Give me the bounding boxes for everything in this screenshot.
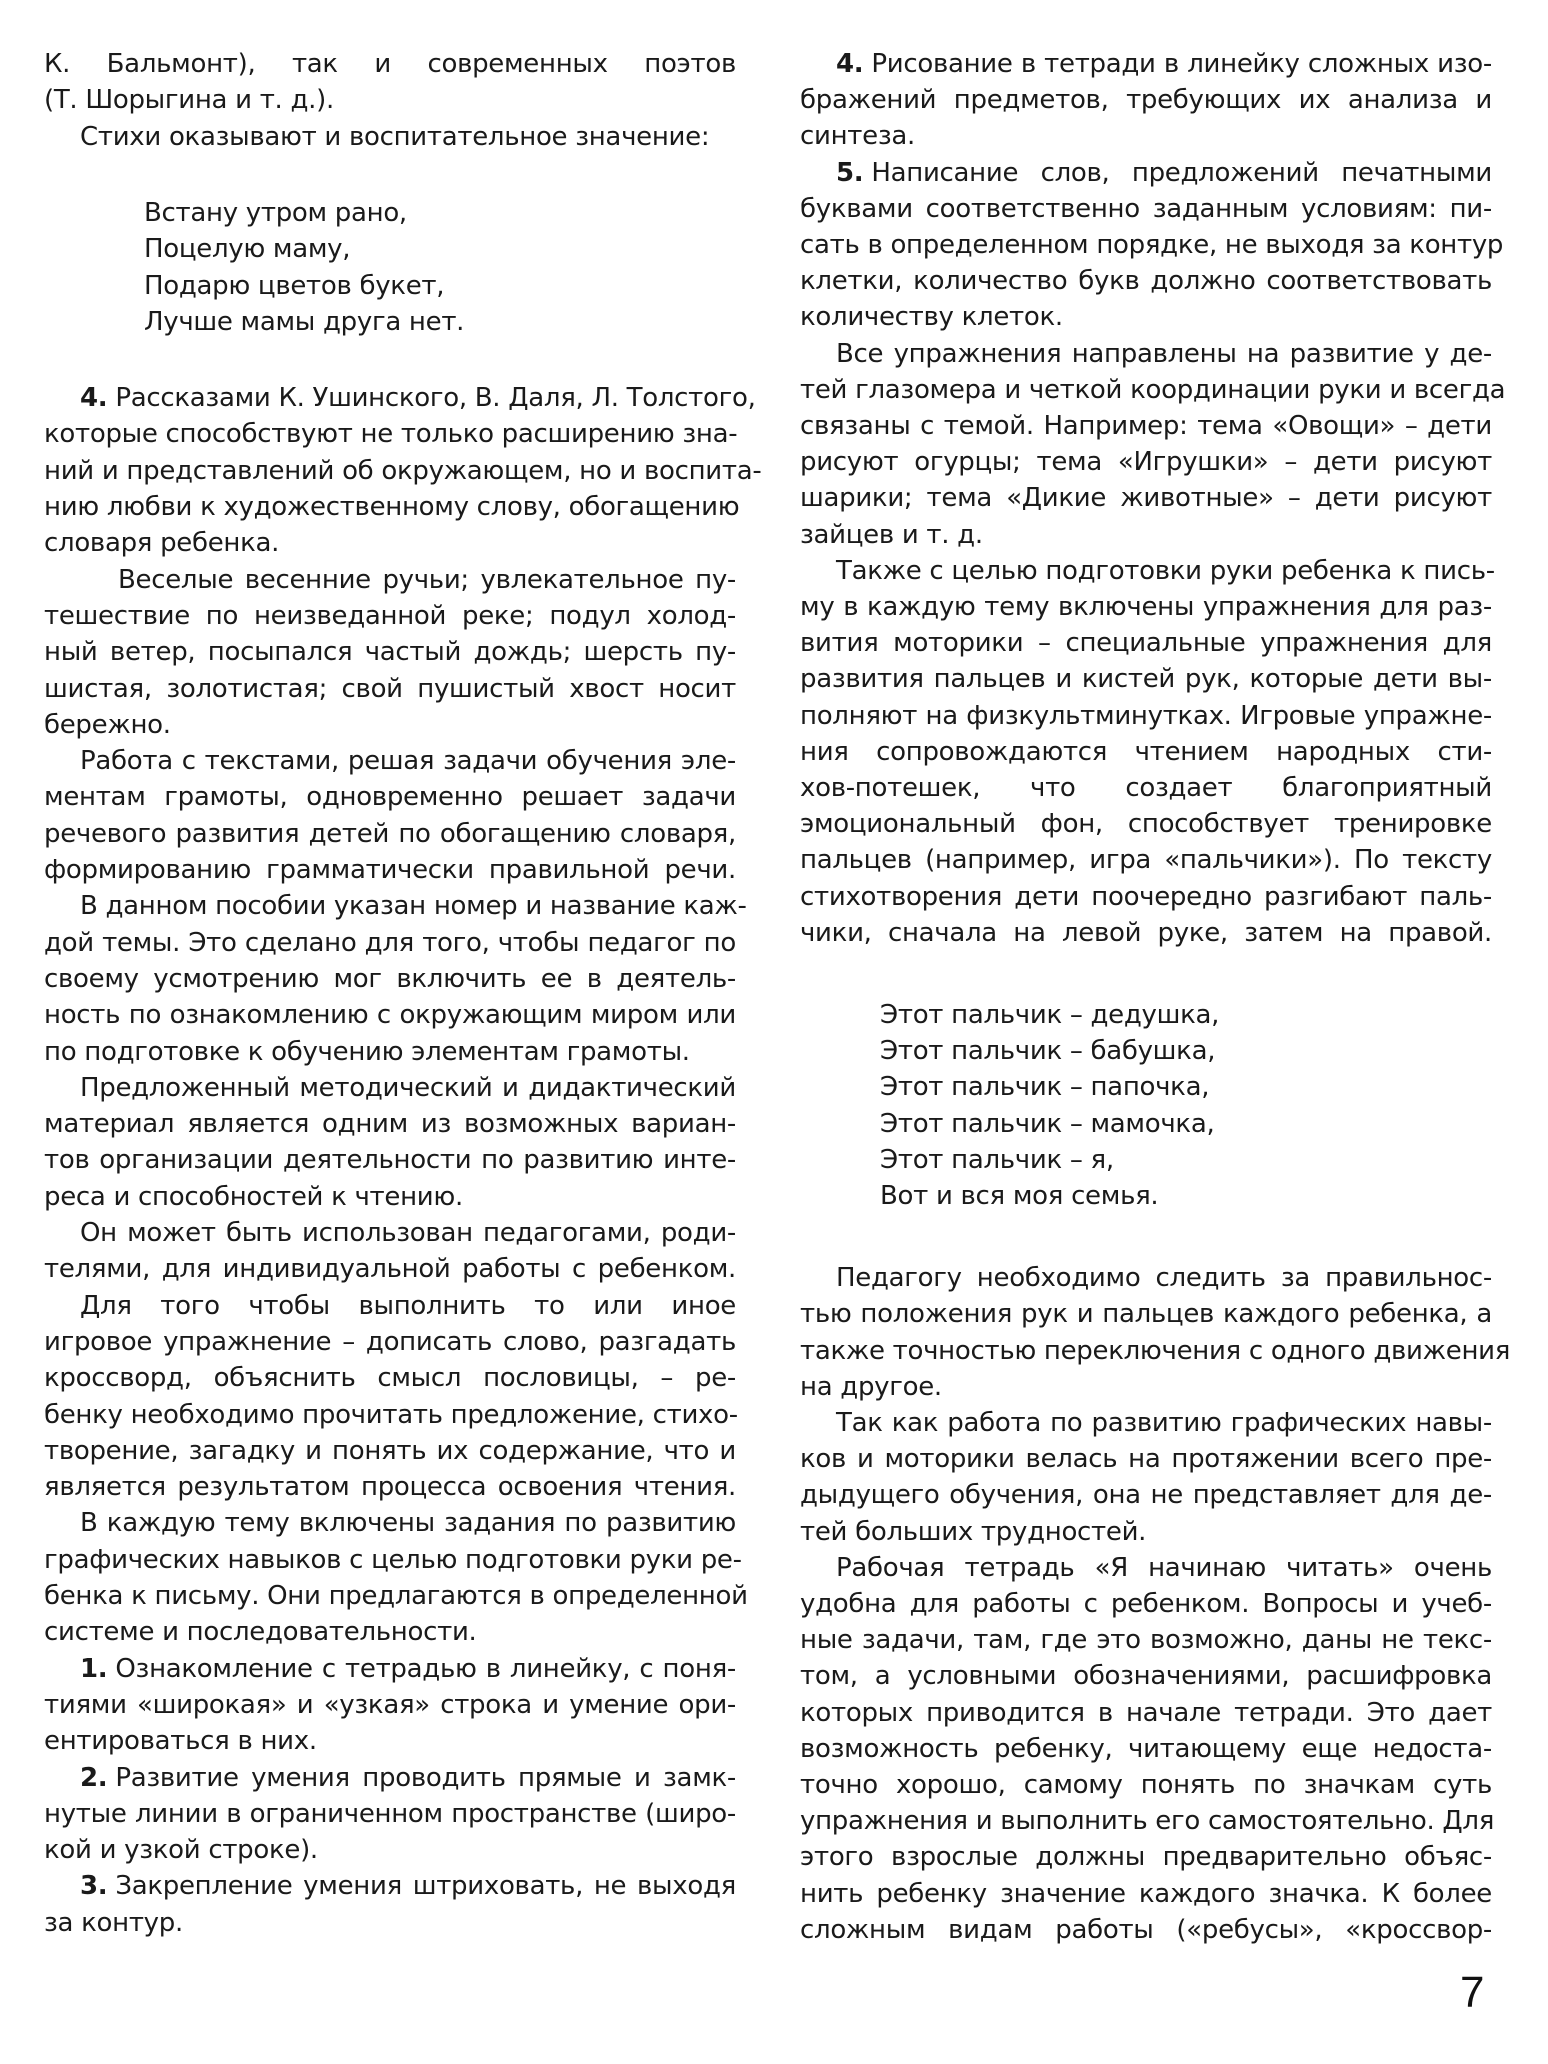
- line-text: материал является одним из возможных вариан-: [44, 1109, 736, 1140]
- text-line: [44, 525, 736, 561]
- text-line: [44, 707, 736, 743]
- text-line: [44, 961, 736, 997]
- text-line: [800, 336, 1492, 372]
- text-line: [44, 1796, 736, 1832]
- line-text: словаря ребенка.: [44, 528, 280, 559]
- line-text: тиями «широкая» и «узкая» строка и умение ори-: [44, 1689, 736, 1720]
- line-text: вития моторики – специальные упражнения для: [800, 628, 1492, 659]
- text-line: [44, 1360, 736, 1396]
- line-text: системе и последовательности.: [44, 1617, 477, 1648]
- line-text: Рисование в тетради в линейку сложных изо-: [871, 49, 1492, 79]
- line-text: рисуют огурцы; тема «Игрушки» – дети рисуют: [800, 447, 1492, 478]
- line-text: Для того чтобы выполнить то или иное: [80, 1290, 736, 1321]
- text-line: [800, 879, 1492, 915]
- text-line: [44, 1505, 736, 1541]
- list-number: 4.: [80, 383, 108, 414]
- text-line: [800, 1477, 1492, 1513]
- text-line: [800, 1514, 1492, 1550]
- line-text: является результатом процесса освоения чтения.: [44, 1472, 736, 1503]
- line-text: Этот пальчик – дедушка,: [880, 1000, 1220, 1030]
- text-line: [800, 625, 1492, 661]
- text-line: [44, 1542, 742, 1578]
- text-line: [800, 1550, 1492, 1586]
- text-line: [800, 1731, 1492, 1767]
- line-text: упражнения и выполнить его самостоятельно. Для: [800, 1806, 1495, 1837]
- text-line: [44, 779, 736, 815]
- line-text: тей глазомера и четкой координации руки и всегда: [800, 374, 1506, 405]
- line-text: кой и узкой строке).: [44, 1835, 318, 1866]
- text-line: [44, 1832, 736, 1868]
- text-line: [44, 1215, 736, 1251]
- line-text: Закрепление умения штриховать, не выходя: [115, 1871, 736, 1902]
- line-text: нить ребенку значение каждого значка. К более: [800, 1878, 1492, 1909]
- text-line: [800, 1876, 1492, 1912]
- text-line: [44, 1868, 736, 1904]
- text-line: [44, 453, 762, 489]
- list-number: 1.: [80, 1653, 108, 1684]
- line-text: дой темы. Это сделано для того, чтобы педагог по: [44, 927, 736, 958]
- text-line: [800, 263, 1492, 299]
- line-text: которых приводится в начале тетради. Это дает: [800, 1697, 1492, 1728]
- line-text: Лучше мамы друга нет.: [144, 306, 465, 337]
- line-text: бенка к письму. Они предлагаются в определенной: [44, 1581, 748, 1611]
- text-line: [800, 1441, 1492, 1477]
- line-text: которые способствуют не только расширению зна-: [44, 419, 738, 450]
- line-text: Встану утром рано,: [144, 197, 407, 228]
- line-text: зайцев и т. д.: [800, 519, 983, 550]
- line-text: му в каждую тему включены упражнения для раз-: [800, 592, 1492, 622]
- line-text: Этот пальчик – бабушка,: [880, 1036, 1216, 1067]
- line-text: В каждую тему включены задания по развитию: [80, 1508, 736, 1539]
- line-text: Поцелую маму,: [144, 234, 351, 265]
- text-line: [800, 589, 1492, 625]
- line-text: тью положения рук и пальцев каждого ребенка, а: [800, 1299, 1492, 1330]
- line-text: ния сопровождаются чтением народных сти-: [800, 736, 1492, 767]
- text-line: [44, 119, 736, 155]
- line-text: сать в определенном порядке, не выходя за контур: [800, 230, 1504, 260]
- line-text: бенку необходимо прочитать предложение, стихо-: [44, 1399, 738, 1430]
- text-line: [800, 1658, 1492, 1694]
- page-number: 7: [1460, 1968, 1485, 2017]
- text-line: [44, 852, 736, 888]
- line-text: (Т. Шорыгина и т. д.).: [44, 85, 334, 116]
- line-text: также точностью переключения с одного движения: [800, 1335, 1511, 1366]
- line-text: ментам грамоты, одновременно решает задачи: [44, 782, 736, 813]
- list-number: 3.: [80, 1871, 108, 1902]
- line-text: развития пальцев и кистей рук, которые дети вы-: [800, 664, 1492, 695]
- text-line: [44, 925, 736, 961]
- line-text: Педагогу необходимо следить за правильнос-: [836, 1263, 1492, 1294]
- line-text: бережно.: [44, 709, 171, 740]
- line-text: кроссворд, объяснить смысл пословицы, – ре-: [44, 1363, 736, 1394]
- line-text: телями, для индивидуальной работы с ребенком.: [44, 1254, 736, 1285]
- text-line: [800, 770, 1492, 806]
- line-text: шистая, золотистая; свой пушистый хвост носит: [44, 673, 736, 704]
- line-text: Ознакомление с тетрадью в линейку, с поня-: [115, 1653, 736, 1684]
- poem-line: [800, 1178, 1492, 1214]
- poem-line: [800, 997, 1492, 1033]
- text-line: [44, 997, 736, 1033]
- poem-line: [44, 195, 736, 231]
- line-text: Также с целью подготовки руки ребенка к пись-: [836, 555, 1495, 586]
- line-text: Написание слов, предложений печатными: [871, 157, 1492, 188]
- text-line: [800, 661, 1492, 697]
- line-text: ные задачи, там, где это возможно, даны не текс-: [800, 1625, 1492, 1656]
- text-line: [44, 634, 736, 670]
- text-line: [800, 1695, 1492, 1731]
- line-text: реса и способностей к чтению.: [44, 1181, 463, 1212]
- text-line: [44, 598, 736, 634]
- text-line: [800, 915, 1492, 951]
- line-text: дыдущего обучения, она не представляет для де-: [800, 1480, 1492, 1511]
- line-text: стихотворения дети поочередно разгибают паль-: [800, 881, 1492, 912]
- line-text: связаны с темой. Например: тема «Овощи» – дети: [800, 411, 1492, 441]
- line-text: на другое.: [800, 1371, 942, 1402]
- line-text: Так как работа по развитию графических навы-: [836, 1408, 1492, 1438]
- line-text: Подарю цветов букет,: [144, 270, 445, 301]
- line-text: чики, сначала на левой руке, затем на правой.: [800, 917, 1492, 948]
- line-text: нию любви к художественному слову, обогащению: [44, 492, 740, 522]
- text-line: [800, 1912, 1492, 1948]
- line-text: творение, загадку и понять их содержание, что и: [44, 1435, 736, 1466]
- line-text: за контур.: [44, 1907, 183, 1938]
- text-line: [800, 1260, 1492, 1296]
- line-text: клетки, количество букв должно соответствовать: [800, 266, 1492, 297]
- line-text: шарики; тема «Дикие животные» – дети рисуют: [800, 483, 1492, 514]
- text-line: [44, 1469, 736, 1505]
- line-text: ность по ознакомлению с окружающим миром или: [44, 1000, 736, 1031]
- text-line: [44, 1687, 736, 1723]
- text-line: [44, 489, 740, 525]
- line-text: пальцев (например, игра «пальчики»). По тексту: [800, 845, 1492, 876]
- text-line: [44, 1070, 736, 1106]
- text-line: [44, 816, 736, 852]
- poem-line: [44, 268, 736, 304]
- line-text: нутые линии в ограниченном пространстве (широ-: [44, 1798, 736, 1829]
- text-line: [800, 1767, 1492, 1803]
- poem-line: [44, 231, 736, 267]
- text-line: [44, 562, 736, 598]
- text-line: [800, 227, 1504, 263]
- text-line: [800, 408, 1492, 444]
- line-text: игровое упражнение – дописать слово, разгадать: [44, 1326, 736, 1357]
- line-text: точно хорошо, самому понять по значкам суть: [800, 1770, 1492, 1800]
- line-text: Этот пальчик – я,: [880, 1144, 1114, 1175]
- line-text: Этот пальчик – папочка,: [880, 1072, 1210, 1103]
- poem-line: [800, 1106, 1492, 1142]
- text-line: [44, 743, 736, 779]
- line-text: синтеза.: [800, 121, 915, 152]
- line-text: Предложенный методический и дидактический: [80, 1072, 736, 1103]
- text-line: [800, 1369, 1492, 1405]
- line-text: тешествие по неизведанной реке; подул холод-: [44, 600, 736, 631]
- line-text: Вот и вся моя семья.: [880, 1181, 1159, 1211]
- text-line: [800, 82, 1492, 118]
- poem-line: [800, 1142, 1492, 1178]
- line-text: В данном пособии указан номер и название каж-: [80, 891, 747, 922]
- list-number: 5.: [836, 157, 864, 188]
- poem-line: [800, 1033, 1492, 1069]
- text-line: [44, 1578, 748, 1614]
- text-line: [800, 517, 1492, 553]
- text-line: [800, 698, 1492, 734]
- text-line: [800, 734, 1492, 770]
- text-line: [800, 553, 1495, 589]
- line-text: этого взрослые должны предварительно объяс-: [800, 1842, 1492, 1873]
- line-text: ентироваться в них.: [44, 1726, 317, 1757]
- line-text: ный ветер, посыпался частый дождь; шерсть пу-: [44, 637, 736, 668]
- text-line: [44, 1034, 736, 1070]
- line-text: своему усмотрению мог включить ее в деятель-: [44, 963, 736, 994]
- text-line: [44, 1142, 736, 1178]
- text-line: [44, 1723, 736, 1759]
- line-text: Все упражнения направлены на развитие у де-: [836, 338, 1492, 369]
- line-text: Работа с текстами, решая задачи обучения эле-: [80, 746, 736, 777]
- text-line: [800, 1803, 1495, 1839]
- text-line: [44, 671, 736, 707]
- text-line: [44, 82, 736, 118]
- line-text: графических навыков с целью подготовки руки ре-: [44, 1544, 742, 1575]
- line-text: Развитие умения проводить прямые и замк-: [115, 1762, 736, 1793]
- text-line: [800, 480, 1492, 516]
- text-line: [44, 1251, 736, 1287]
- text-line: [44, 1651, 736, 1687]
- poem-line: [44, 304, 736, 340]
- list-number: 4.: [836, 49, 864, 79]
- text-line: [800, 1333, 1511, 1369]
- text-line: [800, 46, 1492, 82]
- text-line: [800, 842, 1492, 878]
- line-text: К. Бальмонт), так и современных поэтов: [44, 49, 736, 79]
- line-text: тей больших трудностей.: [800, 1516, 1147, 1547]
- line-text: эмоциональный фон, способствует тренировке: [800, 809, 1492, 840]
- text-line: [800, 299, 1492, 335]
- line-text: речевого развития детей по обогащению словаря,: [44, 818, 736, 849]
- text-line: [44, 46, 736, 82]
- line-text: удобна для работы с ребенком. Вопросы и учеб-: [800, 1589, 1492, 1619]
- line-text: Он может быть использован педагогами, роди-: [80, 1218, 736, 1248]
- line-text: Веселые весенние ручьи; увлекательное пу-: [118, 564, 736, 595]
- text-line: [44, 1106, 736, 1142]
- text-line: [800, 155, 1492, 191]
- line-text: по подготовке к обучению элементам грамоты.: [44, 1036, 690, 1067]
- text-line: [800, 1405, 1492, 1441]
- text-line: [800, 372, 1506, 408]
- line-text: ков и моторики велась на протяжении всего пре-: [800, 1444, 1492, 1475]
- text-line: [800, 191, 1492, 227]
- line-text: буквами соответственно заданным условиям: пи-: [800, 193, 1492, 224]
- text-line: [800, 444, 1492, 480]
- line-text: возможность ребенку, читающему еще недоста-: [800, 1733, 1492, 1764]
- line-text: сложным видам работы («ребусы», «кроссвор-: [800, 1914, 1492, 1945]
- text-line: [44, 1288, 736, 1324]
- text-line: [44, 1179, 736, 1215]
- line-text: количеству клеток.: [800, 302, 1063, 333]
- poem-line: [800, 1069, 1492, 1105]
- text-line: [44, 1433, 736, 1469]
- line-text: тов организации деятельности по развитию инте-: [44, 1145, 736, 1176]
- text-line: [44, 1397, 736, 1433]
- text-line: [800, 806, 1492, 842]
- line-text: формированию грамматически правильной речи.: [44, 855, 736, 885]
- line-text: Рассказами К. Ушинского, В. Даля, Л. Толстого,: [115, 383, 756, 414]
- text-line: [800, 1296, 1492, 1332]
- text-line: [800, 1622, 1492, 1658]
- line-text: ний и представлений об окружающем, но и воспита-: [44, 455, 762, 486]
- text-line: [800, 1586, 1492, 1622]
- text-line: [44, 1614, 736, 1650]
- text-line: [44, 380, 756, 416]
- text-line: [44, 888, 747, 924]
- line-text: Рабочая тетрадь «Я начинаю читать» очень: [836, 1552, 1492, 1583]
- line-text: Этот пальчик – мамочка,: [880, 1108, 1215, 1139]
- text-line: [800, 1839, 1492, 1875]
- text-line: [800, 118, 1492, 154]
- list-number: 2.: [80, 1762, 108, 1793]
- text-line: [44, 1760, 736, 1796]
- line-text: том, а условными обозначениями, расшифровка: [800, 1661, 1492, 1692]
- line-text: бражений предметов, требующих их анализа и: [800, 85, 1492, 116]
- line-text: хов-потешек, что создает благоприятный: [800, 773, 1492, 803]
- line-text: полняют на физкультминутках. Игровые упражне-: [800, 700, 1492, 731]
- text-line: [44, 1324, 736, 1360]
- line-text: Стихи оказывают и воспитательное значение:: [80, 121, 710, 152]
- text-line: [44, 416, 736, 452]
- text-line: [44, 1905, 736, 1941]
